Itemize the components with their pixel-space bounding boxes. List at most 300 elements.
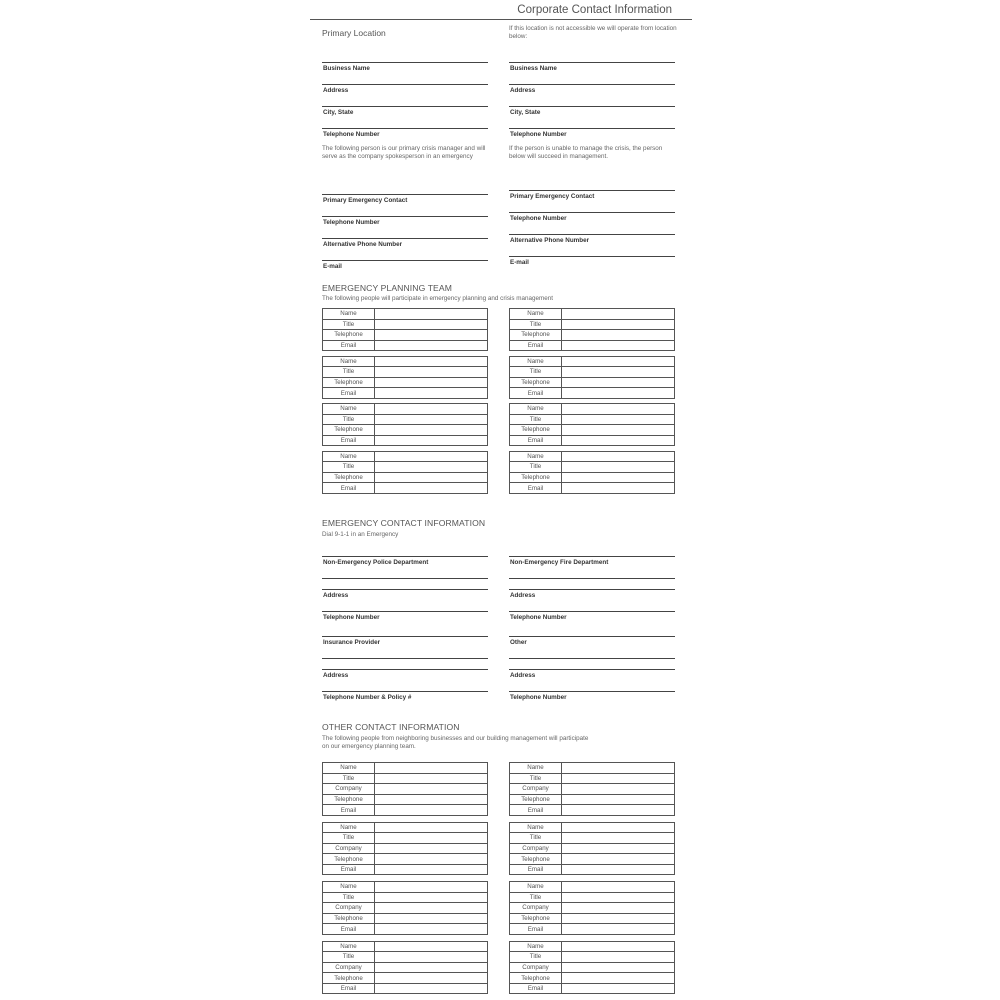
card-row-value-cell[interactable] xyxy=(375,962,488,973)
card-email-input[interactable] xyxy=(375,984,487,993)
card-telephone-input[interactable] xyxy=(562,425,674,434)
card-email-input[interactable] xyxy=(562,484,674,493)
other-right-contact-card xyxy=(509,762,675,816)
card-company-input[interactable] xyxy=(375,963,487,972)
planning-team-left-contact-card xyxy=(322,308,488,351)
card-name-input[interactable] xyxy=(562,823,674,832)
card-name-input[interactable] xyxy=(375,309,487,318)
card-name-input[interactable] xyxy=(375,763,487,772)
card-row xyxy=(323,833,488,844)
emergency-right-non-emergency-fire-department-input[interactable] xyxy=(509,544,675,555)
blank-writing-line[interactable] xyxy=(322,578,488,579)
card-row-value-cell[interactable] xyxy=(562,425,675,436)
alternate-city-state-input[interactable] xyxy=(509,94,675,105)
card-row xyxy=(323,952,488,963)
card-row-label: Title xyxy=(323,833,375,844)
card-row-label: Telephone xyxy=(510,330,562,341)
card-row-value-cell[interactable] xyxy=(375,414,488,425)
card-company-input[interactable] xyxy=(562,844,674,853)
card-name-input[interactable] xyxy=(562,357,674,366)
card-row-value-cell[interactable] xyxy=(562,330,675,341)
underline xyxy=(322,238,488,239)
card-row-label: Name xyxy=(323,404,375,415)
card-row-value-cell[interactable] xyxy=(562,319,675,330)
card-row-label: Title xyxy=(323,773,375,784)
card-company-input[interactable] xyxy=(562,903,674,912)
other-contact-heading: OTHER CONTACT INFORMATION xyxy=(322,722,460,732)
card-telephone-input[interactable] xyxy=(562,855,674,864)
card-row-value-cell[interactable] xyxy=(375,864,488,875)
emergency-left-telephone-number-field[interactable] xyxy=(322,611,488,623)
card-row-value-cell[interactable] xyxy=(562,483,675,494)
card-row xyxy=(323,763,488,774)
card-email-input[interactable] xyxy=(562,436,674,445)
emergency-right-address-label: Address xyxy=(510,672,536,679)
card-name-input[interactable] xyxy=(375,404,487,413)
card-row-value-cell[interactable] xyxy=(375,854,488,865)
card-email-input[interactable] xyxy=(562,925,674,934)
card-row xyxy=(323,330,488,341)
card-row-value-cell[interactable] xyxy=(562,903,675,914)
card-row-value-cell[interactable] xyxy=(562,854,675,865)
successor-crisis-telephone-number-label: Telephone Number xyxy=(510,215,567,222)
successor-crisis-telephone-number-input[interactable] xyxy=(509,200,675,211)
card-row xyxy=(323,309,488,320)
emergency-right-telephone-number-field[interactable] xyxy=(509,691,675,703)
card-row-value-cell[interactable] xyxy=(375,319,488,330)
card-row-value-cell[interactable] xyxy=(562,773,675,784)
alternate-location-note: If this location is not accessible we will operate from location below: xyxy=(509,25,677,40)
card-row-value-cell[interactable] xyxy=(375,833,488,844)
emergency-right-telephone-number-field[interactable] xyxy=(509,611,675,623)
card-row xyxy=(510,404,675,415)
card-row-value-cell[interactable] xyxy=(375,435,488,446)
card-row-label: Email xyxy=(510,805,562,816)
card-row-value-cell[interactable] xyxy=(375,843,488,854)
card-title-input[interactable] xyxy=(375,893,487,902)
card-row xyxy=(323,924,488,935)
card-row-label: Email xyxy=(510,924,562,935)
card-row xyxy=(510,462,675,473)
underline xyxy=(509,691,675,692)
emergency-left-telephone-number-policy-input[interactable] xyxy=(322,679,488,690)
emergency-right-telephone-number-label: Telephone Number xyxy=(510,614,567,621)
card-row-value-cell[interactable] xyxy=(562,367,675,378)
card-title-input[interactable] xyxy=(375,320,487,329)
card-title-input[interactable] xyxy=(562,893,674,902)
card-row xyxy=(323,843,488,854)
underline xyxy=(509,128,675,129)
card-row xyxy=(323,451,488,462)
card-row-value-cell[interactable] xyxy=(562,377,675,388)
other-right-contact-card xyxy=(509,822,675,876)
card-row-value-cell[interactable] xyxy=(375,983,488,994)
other-left-contact-card xyxy=(322,762,488,816)
card-row xyxy=(323,794,488,805)
card-email-input[interactable] xyxy=(562,389,674,398)
underline xyxy=(509,190,675,191)
card-row xyxy=(510,330,675,341)
primary-address-label: Address xyxy=(323,87,349,94)
card-row-label: Title xyxy=(510,414,562,425)
emergency-left-telephone-number-input[interactable] xyxy=(322,599,488,610)
card-title-input[interactable] xyxy=(562,367,674,376)
card-telephone-input[interactable] xyxy=(375,974,487,983)
card-row-value-cell[interactable] xyxy=(562,983,675,994)
card-telephone-input[interactable] xyxy=(562,378,674,387)
card-row-value-cell[interactable] xyxy=(562,843,675,854)
card-row xyxy=(510,773,675,784)
card-row xyxy=(510,340,675,351)
alternate-address-input[interactable] xyxy=(509,72,675,83)
card-row-label: Title xyxy=(323,952,375,963)
card-telephone-input[interactable] xyxy=(562,974,674,983)
card-name-input[interactable] xyxy=(375,357,487,366)
card-row-value-cell[interactable] xyxy=(375,892,488,903)
card-row-value-cell[interactable] xyxy=(562,913,675,924)
card-row-label: Title xyxy=(510,367,562,378)
card-row-value-cell[interactable] xyxy=(375,309,488,320)
card-row xyxy=(510,973,675,984)
blank-writing-line[interactable] xyxy=(509,658,675,659)
card-title-input[interactable] xyxy=(375,952,487,961)
other-contact-note-line2: on our emergency planning team. xyxy=(322,743,416,750)
card-row-value-cell[interactable] xyxy=(375,913,488,924)
successor-crisis-e-mail-input[interactable] xyxy=(509,244,675,255)
card-row xyxy=(510,483,675,494)
underline xyxy=(322,556,488,557)
card-company-input[interactable] xyxy=(375,903,487,912)
card-email-input[interactable] xyxy=(375,484,487,493)
card-row-label: Company xyxy=(510,903,562,914)
card-row-label: Email xyxy=(323,388,375,399)
card-title-input[interactable] xyxy=(375,833,487,842)
underline xyxy=(509,212,675,213)
emergency-left-insurance-provider-field[interactable] xyxy=(322,636,488,648)
card-row-value-cell[interactable] xyxy=(375,340,488,351)
card-title-input[interactable] xyxy=(375,462,487,471)
alternate-telephone-number-input[interactable] xyxy=(509,116,675,127)
card-telephone-input[interactable] xyxy=(375,795,487,804)
card-row-value-cell[interactable] xyxy=(562,451,675,462)
emergency-left-telephone-number-policy-label: Telephone Number & Policy # xyxy=(323,694,412,701)
card-row-value-cell[interactable] xyxy=(375,367,488,378)
card-row xyxy=(323,319,488,330)
card-title-input[interactable] xyxy=(562,462,674,471)
card-row-label: Name xyxy=(323,356,375,367)
card-row-label: Name xyxy=(510,882,562,893)
card-row-value-cell[interactable] xyxy=(562,784,675,795)
card-row-value-cell[interactable] xyxy=(562,952,675,963)
card-row xyxy=(323,784,488,795)
card-row-label: Title xyxy=(323,319,375,330)
card-row-value-cell[interactable] xyxy=(375,451,488,462)
card-row-value-cell[interactable] xyxy=(375,973,488,984)
card-row-label: Title xyxy=(323,892,375,903)
successor-crisis-e-mail-field[interactable] xyxy=(509,256,675,268)
card-row-value-cell[interactable] xyxy=(375,822,488,833)
card-row xyxy=(323,773,488,784)
card-row-value-cell[interactable] xyxy=(375,763,488,774)
card-row xyxy=(510,864,675,875)
card-row-value-cell[interactable] xyxy=(562,892,675,903)
card-row-value-cell[interactable] xyxy=(375,483,488,494)
card-row xyxy=(510,388,675,399)
card-name-input[interactable] xyxy=(562,942,674,951)
card-row xyxy=(510,414,675,425)
underline xyxy=(509,256,675,257)
card-row-label: Telephone xyxy=(323,794,375,805)
card-title-input[interactable] xyxy=(562,952,674,961)
emergency-left-telephone-number-policy-field[interactable] xyxy=(322,691,488,703)
card-telephone-input[interactable] xyxy=(375,378,487,387)
card-row-value-cell[interactable] xyxy=(375,462,488,473)
card-row-label: Telephone xyxy=(510,913,562,924)
primary-telephone-number-input[interactable] xyxy=(322,116,488,127)
card-row-value-cell[interactable] xyxy=(375,952,488,963)
card-row xyxy=(323,340,488,351)
card-name-input[interactable] xyxy=(375,823,487,832)
emergency-right-other-input[interactable] xyxy=(509,624,675,635)
card-telephone-input[interactable] xyxy=(562,795,674,804)
card-title-input[interactable] xyxy=(562,833,674,842)
blank-writing-line[interactable] xyxy=(509,578,675,579)
card-row-label: Company xyxy=(510,784,562,795)
blank-writing-line[interactable] xyxy=(322,658,488,659)
card-row-value-cell[interactable] xyxy=(562,462,675,473)
emergency-right-address-label: Address xyxy=(510,592,536,599)
primary-crisis-telephone-number-input[interactable] xyxy=(322,204,488,215)
card-row-value-cell[interactable] xyxy=(562,414,675,425)
card-telephone-input[interactable] xyxy=(375,330,487,339)
primary-crisis-primary-emergency-contact-label: Primary Emergency Contact xyxy=(323,197,408,204)
underline xyxy=(322,669,488,670)
card-row xyxy=(510,903,675,914)
card-row-value-cell[interactable] xyxy=(375,377,488,388)
primary-crisis-e-mail-field[interactable] xyxy=(322,260,488,272)
primary-telephone-number-field[interactable] xyxy=(322,128,488,140)
card-row-label: Company xyxy=(323,962,375,973)
card-email-input[interactable] xyxy=(375,436,487,445)
card-row-value-cell[interactable] xyxy=(562,388,675,399)
card-row-value-cell[interactable] xyxy=(562,973,675,984)
successor-crisis-primary-emergency-contact-label: Primary Emergency Contact xyxy=(510,193,595,200)
emergency-dial-note: Dial 9-1-1 in an Emergency xyxy=(322,531,399,538)
primary-crisis-primary-emergency-contact-input[interactable] xyxy=(322,182,488,193)
card-row xyxy=(323,854,488,865)
card-telephone-input[interactable] xyxy=(562,914,674,923)
card-row xyxy=(323,864,488,875)
primary-crisis-telephone-number-label: Telephone Number xyxy=(323,219,380,226)
card-row-value-cell[interactable] xyxy=(562,763,675,774)
card-row-value-cell[interactable] xyxy=(562,356,675,367)
card-row xyxy=(323,882,488,893)
card-email-input[interactable] xyxy=(375,806,487,815)
card-row-value-cell[interactable] xyxy=(375,924,488,935)
card-name-input[interactable] xyxy=(562,763,674,772)
card-title-input[interactable] xyxy=(375,415,487,424)
emergency-right-non-emergency-fire-department-field[interactable] xyxy=(509,556,675,568)
card-name-input[interactable] xyxy=(375,452,487,461)
underline xyxy=(509,636,675,637)
card-row-value-cell[interactable] xyxy=(562,924,675,935)
card-row-label: Company xyxy=(510,962,562,973)
card-row xyxy=(510,794,675,805)
primary-city-state-input[interactable] xyxy=(322,94,488,105)
card-title-input[interactable] xyxy=(375,367,487,376)
emergency-left-insurance-provider-label: Insurance Provider xyxy=(323,639,381,646)
planning-team-right-contact-card xyxy=(509,403,675,446)
card-row xyxy=(323,472,488,483)
primary-crisis-e-mail-input[interactable] xyxy=(322,248,488,259)
card-row xyxy=(323,941,488,952)
card-row xyxy=(510,983,675,994)
card-row-value-cell[interactable] xyxy=(562,794,675,805)
successor-crisis-alternative-phone-number-label: Alternative Phone Number xyxy=(510,237,590,244)
emergency-left-address-label: Address xyxy=(323,672,349,679)
card-row-label: Email xyxy=(510,983,562,994)
successor-crisis-primary-emergency-contact-input[interactable] xyxy=(509,178,675,189)
card-company-input[interactable] xyxy=(562,784,674,793)
card-name-input[interactable] xyxy=(562,309,674,318)
card-title-input[interactable] xyxy=(562,320,674,329)
card-row-value-cell[interactable] xyxy=(562,833,675,844)
primary-crisis-alternative-phone-number-input[interactable] xyxy=(322,226,488,237)
card-row-label: Title xyxy=(510,319,562,330)
card-email-input[interactable] xyxy=(562,341,674,350)
primary-address-input[interactable] xyxy=(322,72,488,83)
card-row-value-cell[interactable] xyxy=(562,340,675,351)
planning-team-left-contact-card xyxy=(322,403,488,446)
card-email-input[interactable] xyxy=(562,865,674,874)
emergency-right-telephone-number-label: Telephone Number xyxy=(510,694,567,701)
card-name-input[interactable] xyxy=(562,452,674,461)
primary-crisis-contact-fields xyxy=(322,194,488,274)
card-row-label: Name xyxy=(510,822,562,833)
card-row xyxy=(510,367,675,378)
card-row-value-cell[interactable] xyxy=(562,864,675,875)
card-row xyxy=(323,892,488,903)
card-row-label: Email xyxy=(323,340,375,351)
card-telephone-input[interactable] xyxy=(375,855,487,864)
card-row-label: Company xyxy=(510,843,562,854)
card-email-input[interactable] xyxy=(375,865,487,874)
emergency-right-other-field[interactable] xyxy=(509,636,675,648)
successor-crisis-alternative-phone-number-input[interactable] xyxy=(509,222,675,233)
card-company-input[interactable] xyxy=(375,844,487,853)
underline xyxy=(509,62,675,63)
card-row-value-cell[interactable] xyxy=(375,903,488,914)
card-row-label: Company xyxy=(323,784,375,795)
other-contact-note-line1: The following people from neighboring businesses and our building management will participate xyxy=(322,735,589,742)
card-row-value-cell[interactable] xyxy=(375,794,488,805)
card-name-input[interactable] xyxy=(375,942,487,951)
emergency-right-telephone-number-input[interactable] xyxy=(509,679,675,690)
card-row-value-cell[interactable] xyxy=(375,425,488,436)
card-email-input[interactable] xyxy=(375,925,487,934)
card-name-input[interactable] xyxy=(562,404,674,413)
card-row-label: Name xyxy=(323,941,375,952)
card-row-value-cell[interactable] xyxy=(562,435,675,446)
other-left-contact-card xyxy=(322,941,488,995)
card-row-value-cell[interactable] xyxy=(562,472,675,483)
card-telephone-input[interactable] xyxy=(562,473,674,482)
card-row-label: Name xyxy=(510,941,562,952)
card-row-label: Telephone xyxy=(510,794,562,805)
card-row-label: Title xyxy=(510,462,562,473)
successor-crisis-e-mail-label: E-mail xyxy=(510,259,529,266)
card-telephone-input[interactable] xyxy=(562,330,674,339)
card-title-input[interactable] xyxy=(562,774,674,783)
card-row-value-cell[interactable] xyxy=(562,309,675,320)
planning-team-left-contact-card xyxy=(322,356,488,399)
emergency-right-telephone-number-input[interactable] xyxy=(509,599,675,610)
card-row-value-cell[interactable] xyxy=(375,356,488,367)
card-name-input[interactable] xyxy=(562,882,674,891)
card-row xyxy=(510,309,675,320)
card-row xyxy=(323,483,488,494)
successor-crisis-contact-fields xyxy=(509,190,675,270)
card-email-input[interactable] xyxy=(562,806,674,815)
emergency-right-non-emergency-fire-department-label: Non-Emergency Fire Department xyxy=(510,559,609,566)
card-email-input[interactable] xyxy=(375,341,487,350)
card-row-value-cell[interactable] xyxy=(562,822,675,833)
card-row-value-cell[interactable] xyxy=(375,330,488,341)
card-row-label: Email xyxy=(510,864,562,875)
card-email-input[interactable] xyxy=(375,389,487,398)
card-company-input[interactable] xyxy=(375,784,487,793)
card-row-value-cell[interactable] xyxy=(375,784,488,795)
card-row-label: Title xyxy=(510,773,562,784)
other-left-contact-card xyxy=(322,822,488,876)
emergency-left-non-emergency-police-department-input[interactable] xyxy=(322,544,488,555)
emergency-left-non-emergency-police-department-field[interactable] xyxy=(322,556,488,568)
card-title-input[interactable] xyxy=(562,415,674,424)
card-title-input[interactable] xyxy=(375,774,487,783)
card-row-value-cell[interactable] xyxy=(562,805,675,816)
card-row xyxy=(510,425,675,436)
card-row-value-cell[interactable] xyxy=(562,962,675,973)
underline xyxy=(322,62,488,63)
card-row-value-cell[interactable] xyxy=(375,404,488,415)
alternate-telephone-number-field[interactable] xyxy=(509,128,675,140)
card-row-value-cell[interactable] xyxy=(375,472,488,483)
card-row-value-cell[interactable] xyxy=(375,941,488,952)
card-row-value-cell[interactable] xyxy=(375,388,488,399)
card-row-value-cell[interactable] xyxy=(375,882,488,893)
card-telephone-input[interactable] xyxy=(375,473,487,482)
card-telephone-input[interactable] xyxy=(375,425,487,434)
primary-location-heading: Primary Location xyxy=(322,28,386,38)
card-telephone-input[interactable] xyxy=(375,914,487,923)
other-right-contact-card xyxy=(509,881,675,935)
card-name-input[interactable] xyxy=(375,882,487,891)
planning-team-right-contact-card xyxy=(509,356,675,399)
card-row-value-cell[interactable] xyxy=(375,805,488,816)
alternate-business-name-input[interactable] xyxy=(509,50,675,61)
card-row-value-cell[interactable] xyxy=(562,404,675,415)
card-email-input[interactable] xyxy=(562,984,674,993)
card-row-value-cell[interactable] xyxy=(562,941,675,952)
underline xyxy=(322,194,488,195)
emergency-left-insurance-provider-input[interactable] xyxy=(322,624,488,635)
card-company-input[interactable] xyxy=(562,963,674,972)
card-row xyxy=(510,833,675,844)
card-row-value-cell[interactable] xyxy=(562,882,675,893)
card-row-value-cell[interactable] xyxy=(375,773,488,784)
primary-business-name-input[interactable] xyxy=(322,50,488,61)
card-row xyxy=(323,367,488,378)
